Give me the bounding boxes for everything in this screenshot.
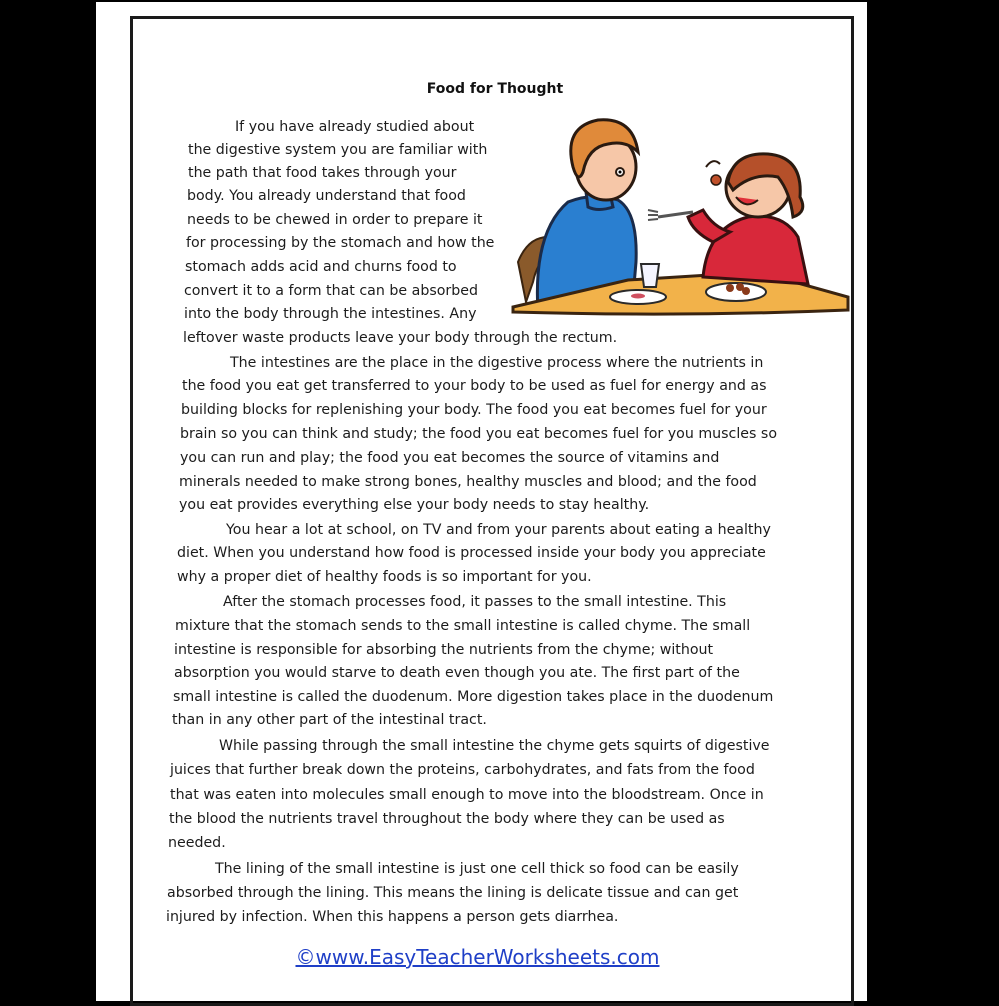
text-line: If you have already studied about (235, 119, 475, 135)
text-line: The lining of the small intestine is just one cell thick so food can be easily (215, 861, 739, 877)
text-line: convert it to a form that can be absorbed (184, 283, 478, 299)
text-line: than in any other part of the intestinal tract. (172, 712, 487, 728)
text-line: You hear a lot at school, on TV and from your parents about eating a healthy (226, 522, 771, 538)
text-line: After the stomach processes food, it passes to the small intestine. This (223, 594, 727, 610)
text-line: into the body through the intestines. Any (184, 306, 477, 322)
eating-cartoon-icon (508, 112, 853, 317)
text-line: the food you eat get transferred to your body to be used as fuel for energy and as (182, 378, 767, 394)
text-line: needed. (168, 835, 226, 851)
page-title: Food for Thought (426, 81, 564, 97)
text-line: that was eaten into molecules small enough to move into the bloodstream. Once in (170, 787, 764, 803)
text-line: juices that further break down the proteins, carbohydrates, and fats from the food (170, 762, 755, 778)
text-line: mixture that the stomach sends to the small intestine is called chyme. The small (175, 618, 751, 634)
text-line: minerals needed to make strong bones, healthy muscles and blood; and the food (179, 474, 757, 490)
text-line: injured by infection. When this happens a person gets diarrhea. (166, 909, 619, 925)
text-line: leftover waste products leave your body through the rectum. (183, 330, 618, 346)
text-line: stomach adds acid and churns food to (185, 259, 457, 275)
text-line: absorbed through the lining. This means the lining is delicate tissue and can get (167, 885, 739, 901)
text-line: for processing by the stomach and how the (186, 235, 495, 251)
text-line: small intestine is called the duodenum. More digestion takes place in the duodenum (173, 689, 774, 705)
text-line: why a proper diet of healthy foods is so important for you. (177, 569, 592, 585)
copyright-link[interactable]: ©www.EasyTeacherWorksheets.com (295, 945, 660, 969)
text-line: absorption you would starve to death even though you ate. The first part of the (174, 665, 740, 681)
text-line: The intestines are the place in the digestive process where the nutrients in (230, 355, 764, 371)
text-line: the path that food takes through your (188, 165, 457, 181)
text-line: brain so you can think and study; the food you eat becomes fuel for you muscles so (180, 426, 777, 442)
text-line: the blood the nutrients travel throughout the body where they can be used as (169, 811, 725, 827)
text-line: body. You already understand that food (187, 188, 466, 204)
text-line: you eat provides everything else your body needs to stay healthy. (179, 497, 650, 513)
text-line: the digestive system you are familiar with (188, 142, 488, 158)
text-line: building blocks for replenishing your body. The food you eat becomes fuel for your (181, 402, 767, 418)
text-line: intestine is responsible for absorbing the nutrients from the chyme; without (174, 642, 714, 658)
text-line: While passing through the small intestine the chyme gets squirts of digestive (219, 738, 770, 754)
text-line: diet. When you understand how food is processed inside your body you appreciate (177, 545, 766, 561)
text-line: you can run and play; the food you eat becomes the source of vitamins and (180, 450, 720, 466)
text-line: needs to be chewed in order to prepare it (187, 212, 483, 228)
